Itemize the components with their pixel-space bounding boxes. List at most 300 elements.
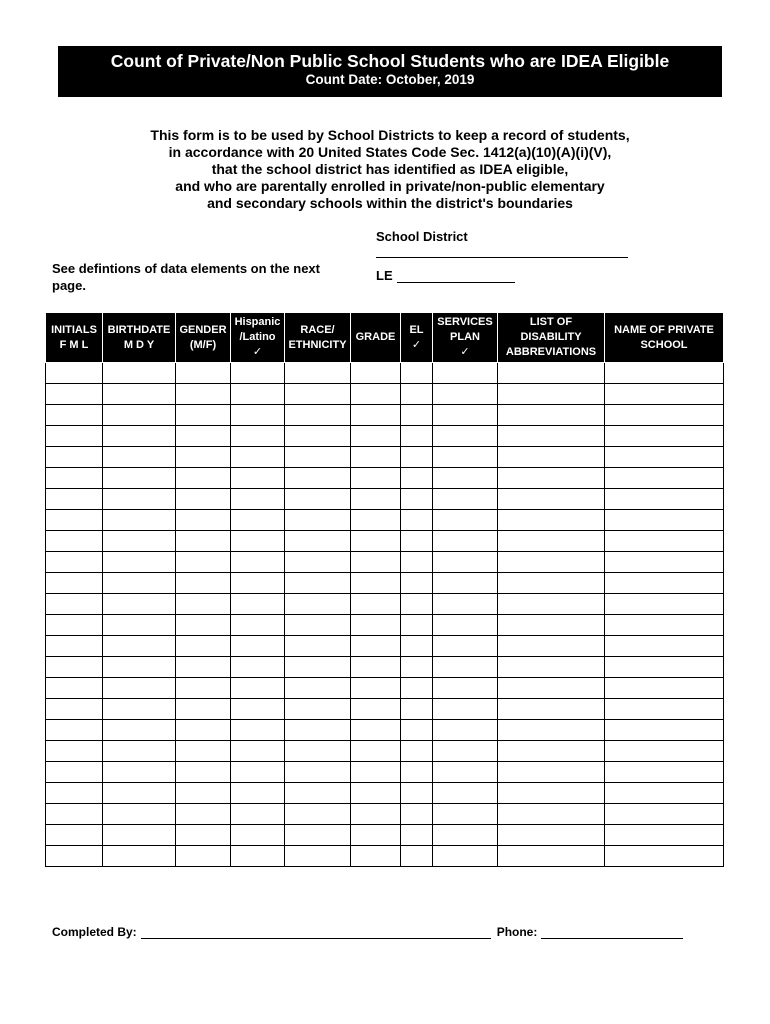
table-cell[interactable] bbox=[401, 552, 433, 573]
table-cell[interactable] bbox=[433, 846, 498, 867]
table-cell[interactable] bbox=[351, 489, 401, 510]
table-cell[interactable] bbox=[231, 741, 285, 762]
table-cell[interactable] bbox=[401, 573, 433, 594]
table-cell[interactable] bbox=[351, 804, 401, 825]
table-cell[interactable] bbox=[176, 489, 231, 510]
header-text: BIRTHDATE bbox=[107, 323, 171, 336]
table-cell[interactable] bbox=[231, 447, 285, 468]
table-cell[interactable] bbox=[351, 762, 401, 783]
table-cell[interactable] bbox=[103, 804, 176, 825]
table-cell[interactable] bbox=[401, 825, 433, 846]
table-cell[interactable] bbox=[433, 783, 498, 804]
table-cell[interactable] bbox=[46, 741, 103, 762]
table-cell[interactable] bbox=[433, 615, 498, 636]
table-cell[interactable] bbox=[605, 594, 724, 615]
checkmark-icon: ✓ bbox=[460, 346, 470, 358]
table-cell[interactable] bbox=[176, 426, 231, 447]
table-cell[interactable] bbox=[46, 405, 103, 426]
table-cell[interactable] bbox=[285, 783, 351, 804]
table-cell[interactable] bbox=[46, 678, 103, 699]
table-cell[interactable] bbox=[351, 699, 401, 720]
table-cell[interactable] bbox=[351, 783, 401, 804]
table-cell[interactable] bbox=[498, 678, 605, 699]
table-cell[interactable] bbox=[498, 804, 605, 825]
table-row bbox=[46, 825, 724, 846]
table-cell[interactable] bbox=[231, 636, 285, 657]
table-cell[interactable] bbox=[103, 636, 176, 657]
table-cell[interactable] bbox=[401, 594, 433, 615]
table-cell[interactable] bbox=[605, 657, 724, 678]
table-cell[interactable] bbox=[231, 426, 285, 447]
table-row bbox=[46, 573, 724, 594]
table-cell[interactable] bbox=[605, 615, 724, 636]
table-cell[interactable] bbox=[351, 657, 401, 678]
table-cell[interactable] bbox=[176, 363, 231, 384]
table-cell[interactable] bbox=[103, 489, 176, 510]
table-cell[interactable] bbox=[605, 741, 724, 762]
column-header-el bbox=[401, 313, 433, 363]
table-cell[interactable] bbox=[605, 405, 724, 426]
table-cell[interactable] bbox=[433, 468, 498, 489]
table-cell[interactable] bbox=[176, 825, 231, 846]
table-cell[interactable] bbox=[498, 552, 605, 573]
table-cell[interactable] bbox=[176, 783, 231, 804]
table-cell[interactable] bbox=[46, 447, 103, 468]
table-cell[interactable] bbox=[433, 426, 498, 447]
table-cell[interactable] bbox=[351, 468, 401, 489]
table-row bbox=[46, 426, 724, 447]
table-cell[interactable] bbox=[498, 489, 605, 510]
table-header-row bbox=[46, 313, 724, 363]
table-cell[interactable] bbox=[401, 699, 433, 720]
table-cell[interactable] bbox=[46, 510, 103, 531]
table-cell[interactable] bbox=[46, 531, 103, 552]
table-cell[interactable] bbox=[103, 426, 176, 447]
table-cell[interactable] bbox=[231, 363, 285, 384]
table-cell[interactable] bbox=[433, 594, 498, 615]
table-row bbox=[46, 363, 724, 384]
form-title-bar bbox=[58, 46, 722, 97]
table-cell[interactable] bbox=[231, 573, 285, 594]
table-cell[interactable] bbox=[401, 447, 433, 468]
table-cell[interactable] bbox=[103, 825, 176, 846]
table-cell[interactable] bbox=[176, 846, 231, 867]
table-cell[interactable] bbox=[498, 468, 605, 489]
checkmark-icon: ✓ bbox=[411, 338, 422, 351]
checkmark-icon: ✓ bbox=[252, 346, 263, 358]
table-cell[interactable] bbox=[231, 405, 285, 426]
table-cell[interactable] bbox=[231, 552, 285, 573]
table-cell[interactable] bbox=[433, 573, 498, 594]
table-cell[interactable] bbox=[103, 384, 176, 405]
table-cell[interactable] bbox=[401, 426, 433, 447]
table-cell[interactable] bbox=[351, 636, 401, 657]
table-cell[interactable] bbox=[433, 699, 498, 720]
table-cell[interactable] bbox=[176, 741, 231, 762]
instruction-line: in accordance with 20 United States Code Sec. 1412(a)(10)(A)(i)(V), bbox=[168, 144, 612, 160]
table-cell[interactable] bbox=[285, 384, 351, 405]
table-cell[interactable] bbox=[605, 552, 724, 573]
table-cell[interactable] bbox=[401, 531, 433, 552]
table-row bbox=[46, 552, 724, 573]
table-row bbox=[46, 447, 724, 468]
table-cell[interactable] bbox=[176, 762, 231, 783]
table-cell[interactable] bbox=[498, 783, 605, 804]
table-cell[interactable] bbox=[401, 636, 433, 657]
table-row bbox=[46, 741, 724, 762]
table-row bbox=[46, 846, 724, 867]
table-cell[interactable] bbox=[351, 825, 401, 846]
table-cell[interactable] bbox=[351, 405, 401, 426]
table-cell[interactable] bbox=[351, 426, 401, 447]
header-text: NAME OF PRIVATE bbox=[614, 323, 714, 336]
table-cell[interactable] bbox=[605, 468, 724, 489]
table-cell[interactable] bbox=[498, 720, 605, 741]
table-cell[interactable] bbox=[176, 510, 231, 531]
table-cell[interactable] bbox=[351, 594, 401, 615]
table-cell[interactable] bbox=[498, 615, 605, 636]
table-cell[interactable] bbox=[351, 678, 401, 699]
table-cell[interactable] bbox=[46, 363, 103, 384]
table-cell[interactable] bbox=[176, 531, 231, 552]
table-cell[interactable] bbox=[46, 636, 103, 657]
table-cell[interactable] bbox=[401, 678, 433, 699]
table-cell[interactable] bbox=[285, 447, 351, 468]
table-cell[interactable] bbox=[285, 531, 351, 552]
table-cell[interactable] bbox=[176, 552, 231, 573]
table-cell[interactable] bbox=[605, 678, 724, 699]
school-district-field[interactable] bbox=[376, 257, 628, 258]
table-cell[interactable] bbox=[401, 468, 433, 489]
table-cell[interactable] bbox=[285, 573, 351, 594]
table-cell[interactable] bbox=[231, 825, 285, 846]
table-cell[interactable] bbox=[103, 363, 176, 384]
table-cell[interactable] bbox=[351, 447, 401, 468]
header-text: SCHOOL bbox=[640, 338, 688, 351]
table-cell[interactable] bbox=[285, 678, 351, 699]
table-cell[interactable] bbox=[285, 699, 351, 720]
table-cell[interactable] bbox=[605, 825, 724, 846]
table-cell[interactable] bbox=[231, 468, 285, 489]
student-table-wrapper bbox=[45, 312, 724, 867]
table-cell[interactable] bbox=[46, 657, 103, 678]
le-label: LE bbox=[376, 268, 393, 283]
instruction-line: and who are parentally enrolled in private/non-public elementary bbox=[175, 178, 605, 194]
table-cell[interactable] bbox=[103, 552, 176, 573]
table-cell[interactable] bbox=[498, 405, 605, 426]
header-text: SERVICES bbox=[437, 316, 493, 328]
table-cell[interactable] bbox=[351, 615, 401, 636]
table-cell[interactable] bbox=[401, 783, 433, 804]
table-row bbox=[46, 636, 724, 657]
table-cell[interactable] bbox=[351, 720, 401, 741]
table-cell[interactable] bbox=[498, 531, 605, 552]
table-cell[interactable] bbox=[498, 636, 605, 657]
table-cell[interactable] bbox=[498, 510, 605, 531]
table-cell[interactable] bbox=[605, 636, 724, 657]
header-text: ABBREVIATIONS bbox=[505, 346, 597, 358]
table-cell[interactable] bbox=[401, 804, 433, 825]
table-cell[interactable] bbox=[605, 804, 724, 825]
table-cell[interactable] bbox=[103, 783, 176, 804]
table-row bbox=[46, 699, 724, 720]
table-cell[interactable] bbox=[433, 720, 498, 741]
table-cell[interactable] bbox=[285, 720, 351, 741]
table-cell[interactable] bbox=[285, 741, 351, 762]
instruction-line: and secondary schools within the district's boundaries bbox=[207, 195, 573, 211]
table-cell[interactable] bbox=[498, 846, 605, 867]
table-cell[interactable] bbox=[605, 426, 724, 447]
table-cell[interactable] bbox=[498, 594, 605, 615]
table-cell[interactable] bbox=[433, 741, 498, 762]
table-cell[interactable] bbox=[351, 552, 401, 573]
table-cell[interactable] bbox=[103, 762, 176, 783]
form-title: Count of Private/Non Public School Students who are IDEA Eligible bbox=[110, 51, 670, 71]
table-cell[interactable] bbox=[46, 804, 103, 825]
table-row bbox=[46, 468, 724, 489]
table-cell[interactable] bbox=[285, 825, 351, 846]
table-cell[interactable] bbox=[231, 489, 285, 510]
table-cell[interactable] bbox=[103, 699, 176, 720]
table-cell[interactable] bbox=[285, 804, 351, 825]
table-cell[interactable] bbox=[176, 405, 231, 426]
table-cell[interactable] bbox=[231, 699, 285, 720]
table-cell[interactable] bbox=[433, 384, 498, 405]
table-row bbox=[46, 783, 724, 804]
table-cell[interactable] bbox=[176, 699, 231, 720]
table-cell[interactable] bbox=[498, 426, 605, 447]
header-text: GRADE bbox=[355, 331, 396, 343]
table-cell[interactable] bbox=[401, 741, 433, 762]
table-cell[interactable] bbox=[605, 783, 724, 804]
table-cell[interactable] bbox=[46, 426, 103, 447]
table-cell[interactable] bbox=[498, 363, 605, 384]
header-text: ETHNICITY bbox=[288, 338, 347, 351]
table-cell[interactable] bbox=[605, 510, 724, 531]
table-cell[interactable] bbox=[433, 762, 498, 783]
table-cell[interactable] bbox=[605, 447, 724, 468]
table-cell[interactable] bbox=[285, 615, 351, 636]
table-cell[interactable] bbox=[285, 636, 351, 657]
completed-by-field[interactable] bbox=[141, 926, 491, 939]
table-cell[interactable] bbox=[176, 636, 231, 657]
table-row bbox=[46, 594, 724, 615]
column-header-disability-abbreviations bbox=[498, 313, 605, 363]
table-cell[interactable] bbox=[231, 678, 285, 699]
table-cell[interactable] bbox=[498, 573, 605, 594]
table-cell[interactable] bbox=[285, 552, 351, 573]
table-cell[interactable] bbox=[176, 720, 231, 741]
table-cell[interactable] bbox=[46, 552, 103, 573]
table-cell[interactable] bbox=[46, 468, 103, 489]
table-cell[interactable] bbox=[103, 447, 176, 468]
table-cell[interactable] bbox=[46, 384, 103, 405]
table-cell[interactable] bbox=[285, 489, 351, 510]
header-text: DISABILITY bbox=[520, 331, 582, 343]
instruction-line: This form is to be used by School Districts to keep a record of students, bbox=[150, 127, 630, 143]
table-cell[interactable] bbox=[351, 510, 401, 531]
table-cell[interactable] bbox=[433, 405, 498, 426]
table-cell[interactable] bbox=[605, 489, 724, 510]
column-header-gender bbox=[176, 313, 231, 363]
phone-label: Phone: bbox=[496, 925, 538, 939]
table-cell[interactable] bbox=[46, 594, 103, 615]
table-cell[interactable] bbox=[285, 405, 351, 426]
table-cell[interactable] bbox=[433, 552, 498, 573]
table-cell[interactable] bbox=[46, 573, 103, 594]
table-cell[interactable] bbox=[285, 468, 351, 489]
table-cell[interactable] bbox=[285, 363, 351, 384]
table-cell[interactable] bbox=[433, 489, 498, 510]
table-cell[interactable] bbox=[103, 510, 176, 531]
table-cell[interactable] bbox=[285, 846, 351, 867]
table-cell[interactable] bbox=[605, 846, 724, 867]
header-text: /Latino bbox=[239, 331, 276, 343]
table-cell[interactable] bbox=[605, 699, 724, 720]
table-cell[interactable] bbox=[176, 615, 231, 636]
table-cell[interactable] bbox=[351, 531, 401, 552]
le-field[interactable] bbox=[397, 270, 515, 283]
table-cell[interactable] bbox=[498, 657, 605, 678]
definitions-note: See defintions of data elements on the next page. bbox=[52, 261, 320, 293]
table-cell[interactable] bbox=[176, 804, 231, 825]
header-text: F M L bbox=[59, 338, 89, 351]
phone-field[interactable] bbox=[541, 926, 683, 939]
table-cell[interactable] bbox=[433, 363, 498, 384]
column-header-services-plan bbox=[433, 313, 498, 363]
table-cell[interactable] bbox=[231, 846, 285, 867]
table-cell[interactable] bbox=[231, 615, 285, 636]
table-cell[interactable] bbox=[433, 657, 498, 678]
table-row bbox=[46, 678, 724, 699]
table-cell[interactable] bbox=[103, 615, 176, 636]
table-cell[interactable] bbox=[351, 363, 401, 384]
table-cell[interactable] bbox=[231, 531, 285, 552]
table-cell[interactable] bbox=[498, 825, 605, 846]
table-cell[interactable] bbox=[231, 594, 285, 615]
table-cell[interactable] bbox=[103, 846, 176, 867]
table-cell[interactable] bbox=[433, 678, 498, 699]
table-cell[interactable] bbox=[433, 510, 498, 531]
table-row bbox=[46, 615, 724, 636]
table-cell[interactable] bbox=[103, 594, 176, 615]
table-cell[interactable] bbox=[231, 720, 285, 741]
table-cell[interactable] bbox=[498, 384, 605, 405]
table-cell[interactable] bbox=[401, 720, 433, 741]
table-cell[interactable] bbox=[231, 384, 285, 405]
table-cell[interactable] bbox=[103, 531, 176, 552]
header-text: (M/F) bbox=[189, 338, 217, 351]
table-cell[interactable] bbox=[46, 846, 103, 867]
table-cell[interactable] bbox=[176, 573, 231, 594]
table-cell[interactable] bbox=[401, 489, 433, 510]
student-table-body bbox=[46, 363, 724, 867]
table-cell[interactable] bbox=[285, 426, 351, 447]
table-cell[interactable] bbox=[605, 762, 724, 783]
table-cell[interactable] bbox=[231, 510, 285, 531]
table-cell[interactable] bbox=[498, 741, 605, 762]
table-row bbox=[46, 804, 724, 825]
table-cell[interactable] bbox=[176, 678, 231, 699]
table-cell[interactable] bbox=[401, 405, 433, 426]
table-cell[interactable] bbox=[285, 762, 351, 783]
table-cell[interactable] bbox=[605, 384, 724, 405]
table-cell[interactable] bbox=[433, 636, 498, 657]
table-cell[interactable] bbox=[351, 741, 401, 762]
table-cell[interactable] bbox=[285, 510, 351, 531]
table-cell[interactable] bbox=[433, 447, 498, 468]
table-cell[interactable] bbox=[103, 405, 176, 426]
table-cell[interactable] bbox=[285, 594, 351, 615]
table-cell[interactable] bbox=[401, 384, 433, 405]
table-cell[interactable] bbox=[401, 510, 433, 531]
table-cell[interactable] bbox=[401, 846, 433, 867]
table-cell[interactable] bbox=[433, 825, 498, 846]
table-cell[interactable] bbox=[498, 447, 605, 468]
count-date: Count Date: October, 2019 bbox=[305, 72, 475, 87]
instruction-line: that the school district has identified as IDEA eligible, bbox=[211, 161, 569, 177]
table-cell[interactable] bbox=[176, 447, 231, 468]
table-cell[interactable] bbox=[46, 825, 103, 846]
table-cell[interactable] bbox=[605, 531, 724, 552]
table-cell[interactable] bbox=[103, 741, 176, 762]
table-row bbox=[46, 531, 724, 552]
table-cell[interactable] bbox=[605, 720, 724, 741]
table-cell[interactable] bbox=[103, 720, 176, 741]
table-cell[interactable] bbox=[351, 384, 401, 405]
table-cell[interactable] bbox=[433, 804, 498, 825]
table-cell[interactable] bbox=[231, 804, 285, 825]
table-cell[interactable] bbox=[231, 783, 285, 804]
table-cell[interactable] bbox=[176, 468, 231, 489]
table-cell[interactable] bbox=[103, 468, 176, 489]
table-cell[interactable] bbox=[498, 699, 605, 720]
table-cell[interactable] bbox=[103, 573, 176, 594]
table-cell[interactable] bbox=[46, 489, 103, 510]
table-cell[interactable] bbox=[401, 657, 433, 678]
table-cell[interactable] bbox=[231, 657, 285, 678]
table-row bbox=[46, 489, 724, 510]
table-cell[interactable] bbox=[498, 762, 605, 783]
table-cell[interactable] bbox=[176, 384, 231, 405]
table-cell[interactable] bbox=[401, 363, 433, 384]
table-cell[interactable] bbox=[285, 657, 351, 678]
table-cell[interactable] bbox=[605, 363, 724, 384]
table-cell[interactable] bbox=[103, 657, 176, 678]
table-cell[interactable] bbox=[46, 783, 103, 804]
table-cell[interactable] bbox=[46, 720, 103, 741]
header-text: M D Y bbox=[123, 338, 155, 351]
table-cell[interactable] bbox=[401, 762, 433, 783]
table-cell[interactable] bbox=[401, 615, 433, 636]
table-cell[interactable] bbox=[46, 762, 103, 783]
table-cell[interactable] bbox=[433, 531, 498, 552]
column-header-private-school-name bbox=[605, 313, 724, 363]
table-cell[interactable] bbox=[46, 699, 103, 720]
column-header-hispanic-latino bbox=[231, 313, 285, 363]
student-table bbox=[45, 312, 724, 867]
form-instructions bbox=[60, 127, 720, 212]
table-cell[interactable] bbox=[176, 594, 231, 615]
table-cell[interactable] bbox=[231, 762, 285, 783]
table-cell[interactable] bbox=[605, 573, 724, 594]
table-cell[interactable] bbox=[103, 678, 176, 699]
table-cell[interactable] bbox=[351, 846, 401, 867]
header-text: GENDER bbox=[179, 323, 227, 336]
table-cell[interactable] bbox=[351, 573, 401, 594]
table-cell[interactable] bbox=[176, 657, 231, 678]
table-cell[interactable] bbox=[46, 615, 103, 636]
